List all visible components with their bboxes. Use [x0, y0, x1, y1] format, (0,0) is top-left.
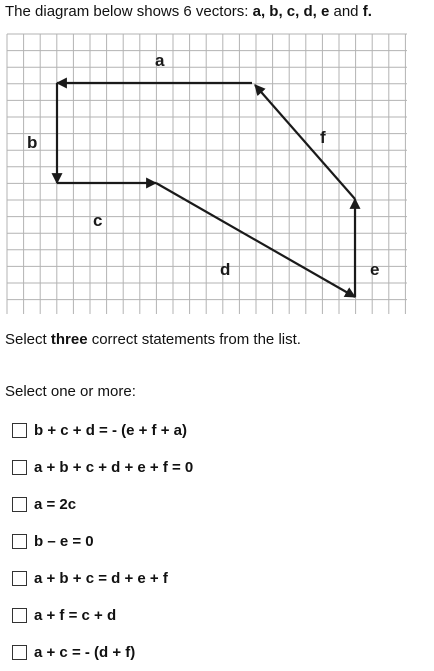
checkbox[interactable] — [12, 460, 27, 475]
vector-b-label: b — [27, 133, 38, 152]
checkbox[interactable] — [12, 645, 27, 660]
vector-diagram — [0, 28, 434, 324]
vector-e — [355, 199, 379, 297]
vector-f-label: f — [320, 128, 326, 147]
vector-c-label: c — [93, 211, 103, 230]
option-3-label: a = 2c — [34, 495, 77, 513]
option-7-label: a + c = - (d + f) — [34, 643, 136, 661]
option-4-label: b – e = 0 — [34, 532, 94, 550]
vector-e-label: e — [370, 260, 380, 279]
checkbox[interactable] — [12, 423, 27, 438]
option-7[interactable] — [12, 634, 193, 671]
option-5[interactable] — [12, 560, 193, 597]
option-1[interactable] — [12, 412, 193, 449]
option-5-label: a + b + c = d + e + f — [34, 569, 168, 587]
answer-options — [12, 412, 193, 671]
vector-f — [255, 85, 355, 199]
option-2-label: a + b + c + d + e + f = 0 — [34, 458, 194, 476]
option-4[interactable] — [12, 523, 193, 560]
option-6-label: a + f = c + d — [34, 606, 117, 624]
checkbox[interactable] — [12, 571, 27, 586]
option-1-label: b + c + d = - (e + f + a) — [34, 421, 187, 439]
checkbox[interactable] — [12, 534, 27, 549]
intro-text — [5, 3, 372, 21]
grid — [7, 34, 407, 314]
checkbox[interactable] — [12, 497, 27, 512]
select-prompt: Select one or more: — [5, 383, 136, 400]
intro-vectors-list: a, b, c, d, e — [252, 3, 330, 20]
checkbox[interactable] — [12, 608, 27, 623]
intro-prefix: The diagram below shows 6 vectors: — [5, 3, 253, 20]
intro-last-vector: f. — [362, 3, 372, 20]
intro-and: and — [329, 3, 363, 20]
instruction-text — [5, 331, 301, 349]
vector-a-label: a — [155, 51, 165, 70]
instruction-emphasis: three — [50, 331, 88, 348]
option-6[interactable] — [12, 597, 193, 634]
instruction-suffix: correct statements from the list. — [87, 331, 301, 348]
instruction-prefix: Select — [5, 331, 51, 348]
vector-b — [27, 83, 57, 183]
option-2[interactable] — [12, 449, 193, 486]
option-3[interactable] — [12, 486, 193, 523]
vector-d-label: d — [220, 260, 231, 279]
